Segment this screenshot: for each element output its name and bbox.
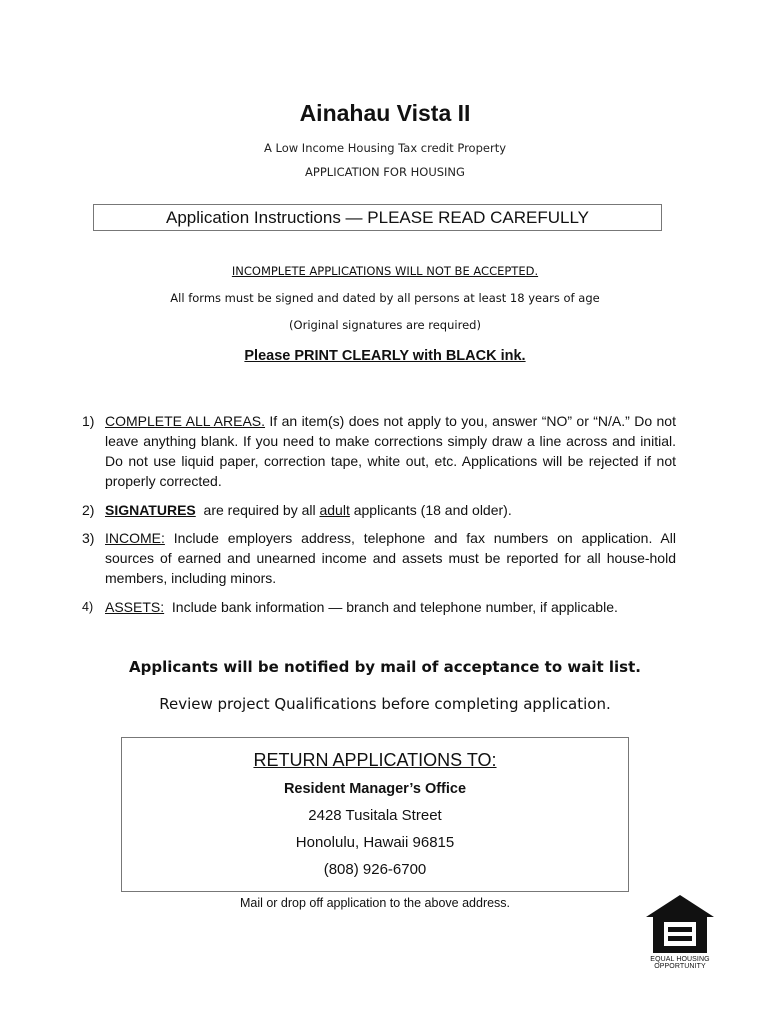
item-number: 1) [82,413,95,429]
review-note: Review project Qualifications before completing application. [159,695,611,713]
print-notice: Please PRINT CLEARLY with BLACK ink. [244,348,526,364]
item-label: SIGNATURES [105,502,196,518]
return-street: 2428 Tusitala Street [308,807,442,824]
instruction-item-assets [82,597,676,617]
form-name: APPLICATION FOR HOUSING [305,165,465,179]
item-text: Include bank information — branch and telephone number, if applicable. [164,599,618,615]
item-number: 4) [82,600,94,614]
return-heading: RETURN APPLICATIONS TO: [253,750,497,770]
item-text: If an item(s) does not apply to you, answer “NO” or “N/A.” Do not leave anything blank. If you need to make corrections simply draw a line across and initial. Do not use liquid paper, correction tape, white out, etc. Applications will be rejected if not properly corrected. [105,413,676,489]
incomplete-notice: INCOMPLETE APPLICATIONS WILL NOT BE ACCEPTED. [231,264,539,278]
instruction-item-signatures [82,500,676,520]
item-number: 3) [82,530,95,546]
item-number: 2) [82,502,95,518]
item-label: INCOME: [105,530,165,546]
equal-housing-opportunity-icon [644,893,716,955]
logo-text-line1: EQUAL HOUSING [650,956,710,963]
return-address-box [121,737,629,892]
item-text: applicants (18 and older). [349,502,512,518]
instruction-item-complete [82,411,676,491]
instructions-header-box: Application Instructions — PLEASE READ CAREFULLY [93,204,662,231]
return-office: Resident Manager’s Office [283,781,467,797]
item-text: Include employers address, telephone and fax numbers on application. All sources of earned and unearned income and assets must be reported for all house-hold members, including minors. [105,530,676,586]
item-text: are required by all [195,502,320,518]
document-title: Ainahau Vista II [299,100,471,126]
property-subtitle: A Low Income Housing Tax credit Property [263,141,507,155]
signature-notice: All forms must be signed and dated by all persons at least 18 years of age [170,291,600,305]
item-label: ASSETS: [105,599,165,615]
return-phone: (808) 926-6700 [323,861,427,878]
item-text-adult: adult [319,502,350,518]
equal-housing-logo [644,893,716,973]
notification-note: Applicants will be notified by mail of acceptance to wait list. [129,658,641,676]
original-signature-notice: (Original signatures are required) [289,318,481,332]
mail-note: Mail or drop off application to the above address. [239,896,511,910]
instruction-item-income [82,528,676,588]
item-label: COMPLETE ALL AREAS. [105,413,266,429]
return-city: Honolulu, Hawaii 96815 [295,834,455,851]
logo-text-line2: OPPORTUNITY [654,963,706,970]
